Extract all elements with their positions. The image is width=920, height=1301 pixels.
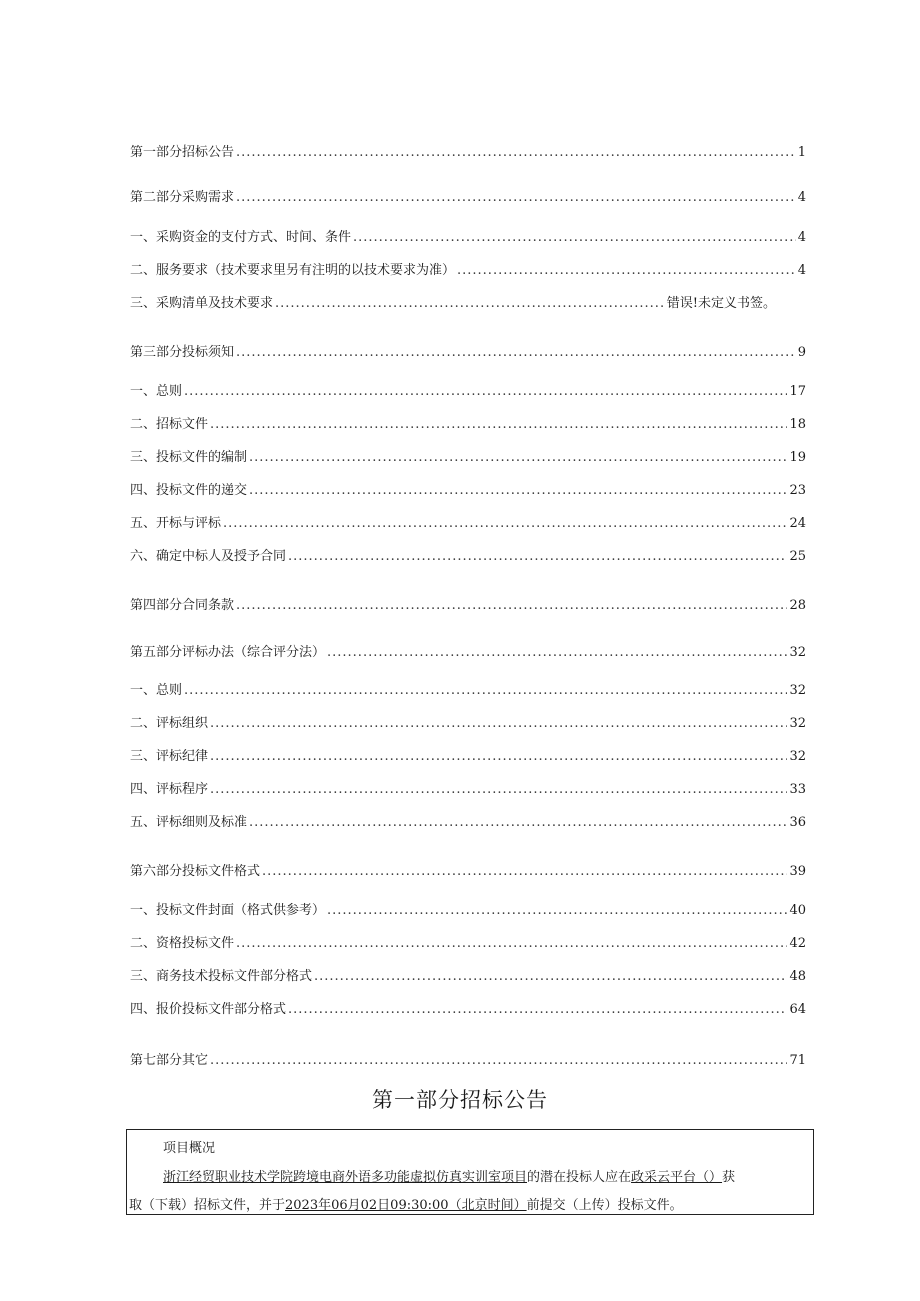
toc-leader-dots: [236, 145, 796, 161]
toc-entry[interactable]: [130, 782, 806, 798]
toc-entry[interactable]: [130, 345, 806, 361]
toc-entry-label: 六、确定中标人及授予合同: [130, 549, 287, 564]
toc-entry[interactable]: [130, 1053, 806, 1069]
toc-leader-dots: [236, 598, 787, 614]
toc-entry-label: 一、投标文件封面（格式供参考）: [130, 903, 326, 918]
toc-entry[interactable]: [130, 230, 806, 246]
toc-entry-page: 4: [797, 263, 806, 278]
toc-leader-dots: [210, 417, 787, 433]
toc-entry-label: 二、服务要求（技术要求里另有注明的以技术要求为准）: [130, 263, 456, 278]
toc-leader-dots: [249, 450, 787, 466]
toc-entry-page: 23: [789, 483, 806, 498]
notice-text: 的潜在投标人应在: [527, 1170, 632, 1185]
toc-leader-dots: [249, 483, 787, 499]
toc-entry-label: 五、开标与评标: [130, 516, 222, 531]
toc-entry-page: 32: [789, 683, 806, 698]
section-heading: 第一部分招标公告: [372, 1088, 548, 1112]
toc-entry-page: 24: [789, 516, 806, 531]
toc-entry[interactable]: [130, 716, 806, 732]
toc-leader-dots: [262, 864, 787, 880]
toc-entry[interactable]: [130, 749, 806, 765]
toc-leader-dots: [288, 549, 787, 565]
toc-entry-label: 第三部分投标须知: [130, 345, 235, 360]
toc-entry-page: 71: [789, 1053, 806, 1068]
toc-entry-page: 42: [789, 936, 806, 951]
toc-entry-label: 二、资格投标文件: [130, 936, 235, 951]
toc-entry-label: 四、投标文件的递交: [130, 483, 248, 498]
toc-entry-page: 28: [789, 598, 806, 613]
toc-leader-dots: [223, 516, 787, 532]
toc-entry-page: 25: [789, 549, 806, 564]
toc-entry[interactable]: [130, 483, 806, 499]
toc-entry[interactable]: [130, 969, 806, 985]
toc-entry[interactable]: [130, 1002, 806, 1018]
toc-leader-dots: [353, 230, 796, 246]
toc-leader-dots: [327, 645, 787, 661]
toc-entry[interactable]: [130, 645, 806, 661]
toc-entry-label: 第四部分合同条款: [130, 598, 235, 613]
toc-entry-page: 17: [789, 384, 806, 399]
toc-entry-label: 第七部分其它: [130, 1053, 209, 1068]
toc-entry-page: 36: [789, 815, 806, 830]
notice-line-2: [129, 1197, 683, 1215]
toc-entry-page: 4: [797, 190, 806, 205]
toc-entry-page: 39: [789, 864, 806, 879]
toc-leader-dots: [184, 384, 787, 400]
toc-entry[interactable]: [130, 450, 806, 466]
toc-leader-dots: [275, 296, 665, 312]
toc-entry[interactable]: [130, 296, 776, 312]
toc-leader-dots: [210, 1053, 787, 1069]
toc-entry-label: 二、评标组织: [130, 716, 209, 731]
toc-entry-page: 4: [797, 230, 806, 245]
toc-entry[interactable]: [130, 384, 806, 400]
toc-entry-label: 第一部分招标公告: [130, 145, 235, 160]
toc-entry-label: 第二部分采购需求: [130, 190, 235, 205]
notice-text: 获: [722, 1170, 736, 1185]
toc-entry-label: 第六部分投标文件格式: [130, 864, 261, 879]
platform-name: 政采云平台（）: [631, 1170, 723, 1185]
project-overview-box: [126, 1129, 814, 1215]
toc-leader-dots: [184, 683, 787, 699]
toc-entry-page: 33: [789, 782, 806, 797]
toc-entry-page: 32: [789, 749, 806, 764]
toc-leader-dots: [236, 345, 796, 361]
notice-line-1: [163, 1169, 735, 1187]
toc-entry-page: 32: [789, 645, 806, 660]
toc-leader-dots: [210, 749, 787, 765]
toc-entry-page: 18: [789, 417, 806, 432]
box-title: 项目概况: [163, 1141, 216, 1156]
toc-entry-label: 三、商务技术投标文件部分格式: [130, 969, 313, 984]
toc-entry[interactable]: [130, 683, 806, 699]
toc-entry-page: 9: [797, 345, 806, 360]
toc-leader-dots: [210, 716, 787, 732]
toc-entry-page: 1: [797, 145, 806, 160]
toc-entry-page: 错误!未定义书签。: [666, 296, 776, 311]
toc-entry[interactable]: [130, 549, 806, 565]
toc-entry[interactable]: [130, 903, 806, 919]
toc-entry-page: 19: [789, 450, 806, 465]
toc-entry-label: 四、报价投标文件部分格式: [130, 1002, 287, 1017]
toc-entry-label: 三、采购清单及技术要求: [130, 296, 274, 311]
toc-entry[interactable]: [130, 190, 806, 206]
toc-leader-dots: [314, 969, 787, 985]
toc-entry[interactable]: [130, 263, 806, 279]
project-name: 浙江经贸职业技术学院跨境电商外语多功能虚拟仿真实训室项目: [163, 1170, 528, 1185]
toc-entry-label: 三、评标纪律: [130, 749, 209, 764]
toc-entry-page: 64: [789, 1002, 806, 1017]
toc-entry-page: 40: [789, 903, 806, 918]
toc-entry[interactable]: [130, 145, 806, 161]
toc-entry-label: 一、采购资金的支付方式、时间、条件: [130, 230, 352, 245]
toc-entry-label: 第五部分评标办法（综合评分法）: [130, 645, 326, 660]
toc-entry[interactable]: [130, 815, 806, 831]
toc-entry-page: 32: [789, 716, 806, 731]
toc-entry-label: 一、总则: [130, 683, 183, 698]
toc-leader-dots: [249, 815, 787, 831]
toc-entry-page: 48: [789, 969, 806, 984]
toc-leader-dots: [288, 1002, 787, 1018]
toc-entry-label: 一、总则: [130, 384, 183, 399]
toc-leader-dots: [236, 936, 787, 952]
toc-entry[interactable]: [130, 417, 806, 433]
toc-leader-dots: [457, 263, 796, 279]
toc-entry-label: 五、评标细则及标准: [130, 815, 248, 830]
toc-entry-label: 三、投标文件的编制: [130, 450, 248, 465]
toc-entry[interactable]: [130, 598, 806, 614]
toc-entry[interactable]: [130, 864, 806, 880]
notice-text: 前提交（上传）投标文件。: [526, 1198, 683, 1213]
toc-leader-dots: [327, 903, 787, 919]
toc-leader-dots: [210, 782, 787, 798]
toc-leader-dots: [236, 190, 796, 206]
toc-entry-label: 四、评标程序: [130, 782, 209, 797]
deadline: 2023年06月02日09:30:00（北京时间）: [285, 1198, 527, 1213]
toc-entry[interactable]: [130, 516, 806, 532]
notice-text: 取（下载）招标文件，并于: [129, 1198, 286, 1213]
toc-entry[interactable]: [130, 936, 806, 952]
toc-entry-label: 二、招标文件: [130, 417, 209, 432]
